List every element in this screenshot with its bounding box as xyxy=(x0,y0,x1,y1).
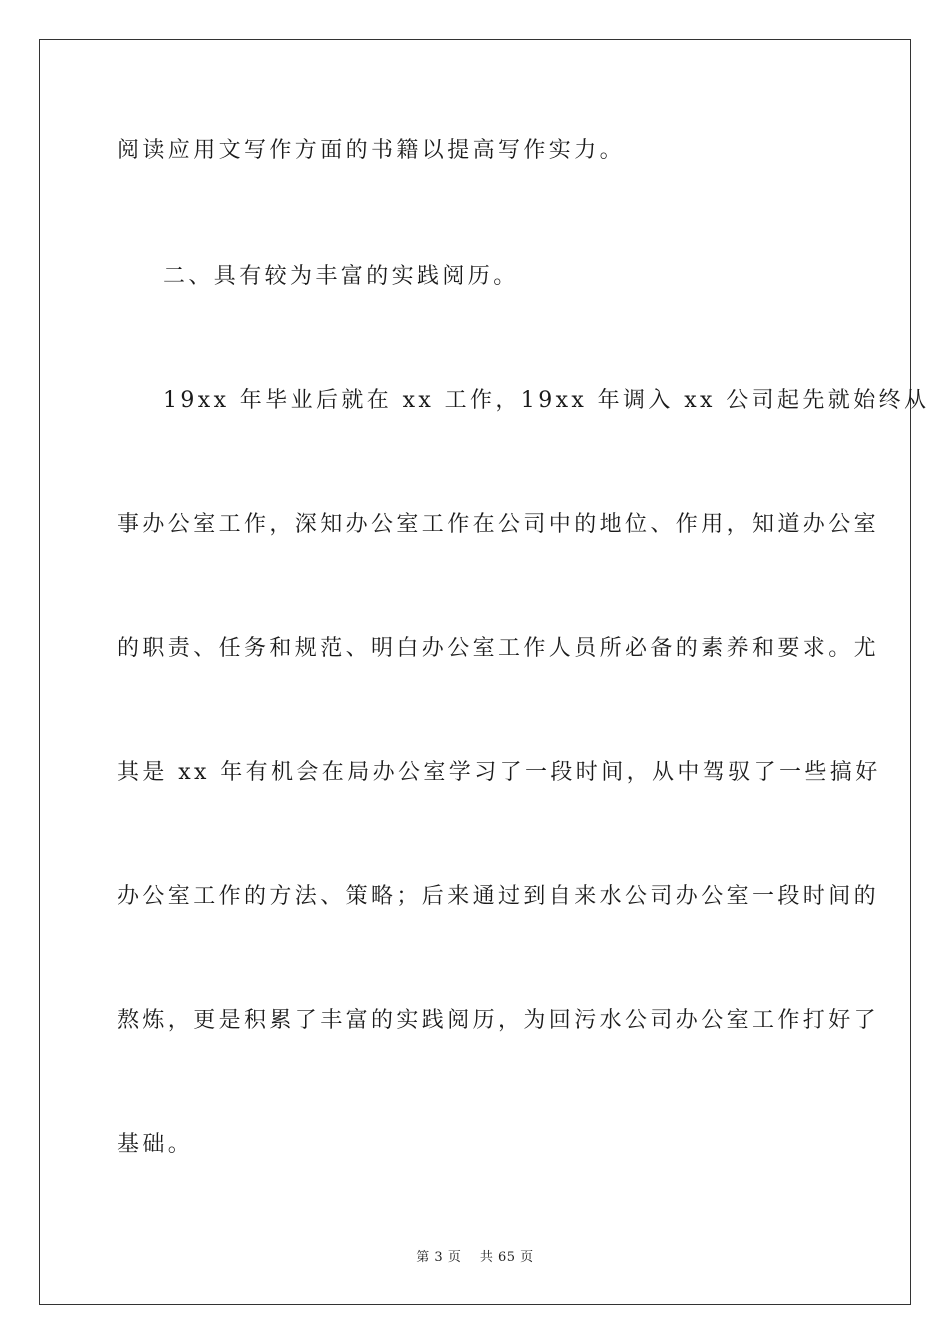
page-footer xyxy=(0,1246,950,1265)
paragraph-line: 19xx 年毕业后就在 xx 工作，19xx 年调入 xx 公司起先就始终从 xyxy=(163,388,930,413)
paragraph-line: 其是 xx 年有机会在局办公室学习了一段时间，从中驾驭了一些搞好 xyxy=(117,760,881,785)
paragraph-line: 办公室工作的方法、策略；后来通过到自来水公司办公室一段时间的 xyxy=(117,884,880,909)
paragraph-line: 基础。 xyxy=(117,1132,194,1157)
paragraph-line: 阅读应用文写作方面的书籍以提高写作实力。 xyxy=(117,138,626,163)
page-number: 第 3 页 xyxy=(416,1250,462,1265)
section-heading: 二、具有较为丰富的实践阅历。 xyxy=(163,264,519,289)
paragraph-line: 事办公室工作，深知办公室工作在公司中的地位、作用，知道办公室 xyxy=(117,512,880,537)
paragraph-line: 熬炼，更是积累了丰富的实践阅历，为回污水公司办公室工作打好了 xyxy=(117,1008,880,1033)
paragraph-line: 的职责、任务和规范、明白办公室工作人员所必备的素养和要求。尤 xyxy=(117,636,880,661)
page-border xyxy=(39,39,911,1305)
page-total: 共 65 页 xyxy=(479,1250,534,1265)
